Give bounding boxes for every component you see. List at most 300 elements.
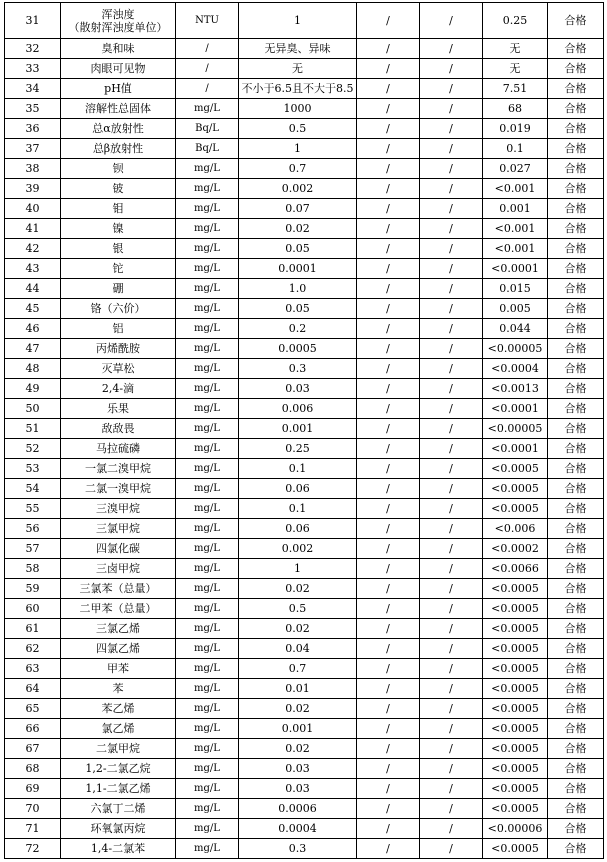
row-number: 32 (5, 39, 61, 59)
test-result: 0.25 (483, 3, 548, 39)
row-number: 63 (5, 659, 61, 679)
table-row (5, 339, 604, 359)
unit-cell: mg/L (176, 379, 239, 399)
limit-value: 0.06 (239, 519, 357, 539)
extra-cell-1: / (357, 819, 420, 839)
indicator-name: 三卤甲烷 (61, 559, 176, 579)
unit-cell: mg/L (176, 819, 239, 839)
limit-value: 0.001 (239, 719, 357, 739)
indicator-name: 苯 (61, 679, 176, 699)
test-result: <0.00005 (483, 339, 548, 359)
indicator-name: 四氯化碳 (61, 539, 176, 559)
unit-cell: mg/L (176, 599, 239, 619)
test-result: <0.0005 (483, 599, 548, 619)
row-number: 44 (5, 279, 61, 299)
row-number: 57 (5, 539, 61, 559)
extra-cell-2: / (420, 619, 483, 639)
table-row (5, 319, 604, 339)
unit-cell: mg/L (176, 359, 239, 379)
unit-cell: mg/L (176, 539, 239, 559)
row-number: 59 (5, 579, 61, 599)
test-result: <0.00006 (483, 819, 548, 839)
row-number: 49 (5, 379, 61, 399)
judgement: 合格 (548, 739, 604, 759)
judgement: 合格 (548, 539, 604, 559)
limit-value: 0.7 (239, 659, 357, 679)
judgement: 合格 (548, 779, 604, 799)
limit-value: 0.5 (239, 599, 357, 619)
indicator-name: 2,4-滴 (61, 379, 176, 399)
extra-cell-1: / (357, 99, 420, 119)
test-result: <0.0005 (483, 459, 548, 479)
table-row (5, 579, 604, 599)
row-number: 35 (5, 99, 61, 119)
judgement: 合格 (548, 179, 604, 199)
judgement: 合格 (548, 579, 604, 599)
table-row (5, 559, 604, 579)
unit-cell: mg/L (176, 199, 239, 219)
row-number: 67 (5, 739, 61, 759)
extra-cell-1: / (357, 279, 420, 299)
extra-cell-1: / (357, 499, 420, 519)
unit-cell: mg/L (176, 499, 239, 519)
table-row (5, 519, 604, 539)
judgement: 合格 (548, 699, 604, 719)
judgement: 合格 (548, 679, 604, 699)
judgement: 合格 (548, 659, 604, 679)
test-result: 0.015 (483, 279, 548, 299)
extra-cell-1: / (357, 619, 420, 639)
row-number: 54 (5, 479, 61, 499)
extra-cell-1: / (357, 199, 420, 219)
judgement: 合格 (548, 319, 604, 339)
extra-cell-2: / (420, 99, 483, 119)
table-row (5, 379, 604, 399)
unit-cell: mg/L (176, 679, 239, 699)
row-number: 58 (5, 559, 61, 579)
extra-cell-1: / (357, 259, 420, 279)
indicator-name: 浑浊度 （散射浑浊度单位） (61, 3, 176, 39)
table-row (5, 279, 604, 299)
row-number: 38 (5, 159, 61, 179)
limit-value: 1000 (239, 99, 357, 119)
table-row (5, 599, 604, 619)
extra-cell-1: / (357, 539, 420, 559)
row-number: 61 (5, 619, 61, 639)
indicator-name: 马拉硫磷 (61, 439, 176, 459)
limit-value: 0.0006 (239, 799, 357, 819)
extra-cell-2: / (420, 799, 483, 819)
limit-value: 0.25 (239, 439, 357, 459)
extra-cell-1: / (357, 179, 420, 199)
judgement: 合格 (548, 419, 604, 439)
extra-cell-2: / (420, 239, 483, 259)
unit-cell: mg/L (176, 279, 239, 299)
test-result: <0.0005 (483, 719, 548, 739)
extra-cell-1: / (357, 219, 420, 239)
extra-cell-1: / (357, 799, 420, 819)
extra-cell-1: / (357, 719, 420, 739)
limit-value: 0.1 (239, 499, 357, 519)
unit-cell: mg/L (176, 559, 239, 579)
judgement: 合格 (548, 819, 604, 839)
table-body (5, 3, 604, 859)
test-result: <0.0066 (483, 559, 548, 579)
table-row (5, 3, 604, 39)
table-row (5, 459, 604, 479)
extra-cell-2: / (420, 419, 483, 439)
limit-value: 0.002 (239, 179, 357, 199)
extra-cell-1: / (357, 639, 420, 659)
extra-cell-1: / (357, 519, 420, 539)
unit-cell: mg/L (176, 799, 239, 819)
extra-cell-1: / (357, 459, 420, 479)
judgement: 合格 (548, 119, 604, 139)
limit-value: 0.1 (239, 459, 357, 479)
extra-cell-1: / (357, 59, 420, 79)
row-number: 70 (5, 799, 61, 819)
limit-value: 1 (239, 3, 357, 39)
judgement: 合格 (548, 559, 604, 579)
extra-cell-1: / (357, 739, 420, 759)
row-number: 40 (5, 199, 61, 219)
extra-cell-2: / (420, 179, 483, 199)
unit-cell: Bq/L (176, 139, 239, 159)
unit-cell: mg/L (176, 639, 239, 659)
table-row (5, 679, 604, 699)
extra-cell-1: / (357, 339, 420, 359)
indicator-name: 总α放射性 (61, 119, 176, 139)
test-result: <0.0005 (483, 699, 548, 719)
indicator-name: 氯乙烯 (61, 719, 176, 739)
limit-value: 0.0004 (239, 819, 357, 839)
extra-cell-1: / (357, 119, 420, 139)
judgement: 合格 (548, 3, 604, 39)
row-number: 31 (5, 3, 61, 39)
table-row (5, 619, 604, 639)
row-number: 52 (5, 439, 61, 459)
table-row (5, 139, 604, 159)
test-result: 0.044 (483, 319, 548, 339)
table-row (5, 659, 604, 679)
limit-value: 0.0001 (239, 259, 357, 279)
extra-cell-1: / (357, 39, 420, 59)
limit-value: 1.0 (239, 279, 357, 299)
row-number: 41 (5, 219, 61, 239)
indicator-name: 苯乙烯 (61, 699, 176, 719)
test-result: 0.019 (483, 119, 548, 139)
extra-cell-1: / (357, 379, 420, 399)
extra-cell-2: / (420, 319, 483, 339)
judgement: 合格 (548, 139, 604, 159)
extra-cell-2: / (420, 519, 483, 539)
limit-value: 0.3 (239, 359, 357, 379)
row-number: 50 (5, 399, 61, 419)
judgement: 合格 (548, 259, 604, 279)
unit-cell: mg/L (176, 739, 239, 759)
extra-cell-1: / (357, 599, 420, 619)
table-row (5, 719, 604, 739)
table-row (5, 299, 604, 319)
limit-value: 0.02 (239, 619, 357, 639)
test-result: <0.0005 (483, 679, 548, 699)
extra-cell-1: / (357, 699, 420, 719)
test-result: <0.0005 (483, 479, 548, 499)
judgement: 合格 (548, 239, 604, 259)
row-number: 65 (5, 699, 61, 719)
judgement: 合格 (548, 599, 604, 619)
row-number: 62 (5, 639, 61, 659)
extra-cell-1: / (357, 159, 420, 179)
test-result: 0.001 (483, 199, 548, 219)
limit-value: 0.002 (239, 539, 357, 559)
table-row (5, 179, 604, 199)
test-result: <0.0001 (483, 399, 548, 419)
judgement: 合格 (548, 219, 604, 239)
test-result: <0.0005 (483, 619, 548, 639)
extra-cell-2: / (420, 259, 483, 279)
test-result: <0.0002 (483, 539, 548, 559)
row-number: 42 (5, 239, 61, 259)
indicator-name: 二氯一溴甲烷 (61, 479, 176, 499)
extra-cell-2: / (420, 759, 483, 779)
test-result: <0.00005 (483, 419, 548, 439)
test-result: 68 (483, 99, 548, 119)
indicator-name: 三氯苯（总量） (61, 579, 176, 599)
unit-cell: mg/L (176, 319, 239, 339)
row-number: 56 (5, 519, 61, 539)
judgement: 合格 (548, 459, 604, 479)
table-row (5, 359, 604, 379)
judgement: 合格 (548, 439, 604, 459)
row-number: 37 (5, 139, 61, 159)
indicator-name: 二氯甲烷 (61, 739, 176, 759)
table-row (5, 399, 604, 419)
indicator-name: 硼 (61, 279, 176, 299)
judgement: 合格 (548, 479, 604, 499)
judgement: 合格 (548, 399, 604, 419)
indicator-name: 铍 (61, 179, 176, 199)
unit-cell: mg/L (176, 839, 239, 859)
extra-cell-2: / (420, 839, 483, 859)
limit-value: 0.7 (239, 159, 357, 179)
indicator-name: 乐果 (61, 399, 176, 419)
unit-cell: mg/L (176, 479, 239, 499)
row-number: 60 (5, 599, 61, 619)
extra-cell-2: / (420, 739, 483, 759)
test-result: <0.0005 (483, 779, 548, 799)
indicator-name: 三氯甲烷 (61, 519, 176, 539)
extra-cell-2: / (420, 599, 483, 619)
indicator-name: 丙烯酰胺 (61, 339, 176, 359)
extra-cell-2: / (420, 339, 483, 359)
extra-cell-2: / (420, 679, 483, 699)
indicator-name: 银 (61, 239, 176, 259)
unit-cell: mg/L (176, 99, 239, 119)
unit-cell: mg/L (176, 439, 239, 459)
indicator-name: 1,1-二氯乙烯 (61, 779, 176, 799)
indicator-name: 铬（六价） (61, 299, 176, 319)
test-result: <0.0004 (483, 359, 548, 379)
row-number: 51 (5, 419, 61, 439)
table-row (5, 799, 604, 819)
limit-value: 1 (239, 559, 357, 579)
table-row (5, 439, 604, 459)
test-result: <0.001 (483, 239, 548, 259)
test-result: <0.0005 (483, 759, 548, 779)
judgement: 合格 (548, 99, 604, 119)
unit-cell: mg/L (176, 239, 239, 259)
limit-value: 0.02 (239, 699, 357, 719)
unit-cell: mg/L (176, 339, 239, 359)
unit-cell: NTU (176, 3, 239, 39)
extra-cell-2: / (420, 659, 483, 679)
judgement: 合格 (548, 839, 604, 859)
test-result: 0.1 (483, 139, 548, 159)
limit-value: 0.02 (239, 739, 357, 759)
extra-cell-2: / (420, 719, 483, 739)
row-number: 45 (5, 299, 61, 319)
extra-cell-2: / (420, 479, 483, 499)
extra-cell-1: / (357, 559, 420, 579)
extra-cell-2: / (420, 499, 483, 519)
extra-cell-2: / (420, 3, 483, 39)
extra-cell-2: / (420, 119, 483, 139)
extra-cell-2: / (420, 39, 483, 59)
row-number: 64 (5, 679, 61, 699)
table-row (5, 499, 604, 519)
table-row (5, 419, 604, 439)
indicator-name: 三氯乙烯 (61, 619, 176, 639)
row-number: 33 (5, 59, 61, 79)
limit-value: 0.001 (239, 419, 357, 439)
judgement: 合格 (548, 639, 604, 659)
test-result: 0.027 (483, 159, 548, 179)
indicator-name: 镍 (61, 219, 176, 239)
extra-cell-1: / (357, 3, 420, 39)
judgement: 合格 (548, 339, 604, 359)
judgement: 合格 (548, 279, 604, 299)
judgement: 合格 (548, 299, 604, 319)
extra-cell-1: / (357, 419, 420, 439)
table-row (5, 739, 604, 759)
table-row (5, 759, 604, 779)
row-number: 71 (5, 819, 61, 839)
indicator-name: 钼 (61, 199, 176, 219)
limit-value: 0.0005 (239, 339, 357, 359)
extra-cell-2: / (420, 279, 483, 299)
unit-cell: mg/L (176, 419, 239, 439)
extra-cell-2: / (420, 139, 483, 159)
indicator-name: 1,4-二氯苯 (61, 839, 176, 859)
test-result: <0.0005 (483, 639, 548, 659)
row-number: 46 (5, 319, 61, 339)
table-row (5, 639, 604, 659)
table-row (5, 699, 604, 719)
table-row (5, 159, 604, 179)
judgement: 合格 (548, 79, 604, 99)
limit-value: 无 (239, 59, 357, 79)
row-number: 55 (5, 499, 61, 519)
table-row (5, 119, 604, 139)
limit-value: 0.04 (239, 639, 357, 659)
extra-cell-2: / (420, 639, 483, 659)
table-row (5, 39, 604, 59)
test-result: <0.0005 (483, 739, 548, 759)
table-row (5, 259, 604, 279)
test-result: <0.001 (483, 219, 548, 239)
judgement: 合格 (548, 379, 604, 399)
unit-cell: mg/L (176, 579, 239, 599)
indicator-name: 甲苯 (61, 659, 176, 679)
limit-value: 0.2 (239, 319, 357, 339)
row-number: 66 (5, 719, 61, 739)
limit-value: 0.05 (239, 299, 357, 319)
unit-cell: mg/L (176, 459, 239, 479)
extra-cell-2: / (420, 399, 483, 419)
table-row (5, 79, 604, 99)
extra-cell-1: / (357, 399, 420, 419)
extra-cell-1: / (357, 139, 420, 159)
limit-value: 0.02 (239, 579, 357, 599)
limit-value: 0.03 (239, 779, 357, 799)
extra-cell-2: / (420, 779, 483, 799)
extra-cell-2: / (420, 559, 483, 579)
extra-cell-1: / (357, 679, 420, 699)
unit-cell: mg/L (176, 759, 239, 779)
extra-cell-2: / (420, 579, 483, 599)
indicator-name: 铊 (61, 259, 176, 279)
row-number: 47 (5, 339, 61, 359)
limit-value: 0.03 (239, 379, 357, 399)
table-row (5, 239, 604, 259)
unit-cell: Bq/L (176, 119, 239, 139)
limit-value: 不小于6.5且不大于8.5 (239, 79, 357, 99)
indicator-name: 六氯丁二烯 (61, 799, 176, 819)
indicator-name: 一氯二溴甲烷 (61, 459, 176, 479)
test-result: <0.0005 (483, 799, 548, 819)
indicator-name: pH值 (61, 79, 176, 99)
extra-cell-1: / (357, 79, 420, 99)
unit-cell: mg/L (176, 399, 239, 419)
extra-cell-1: / (357, 439, 420, 459)
test-result: <0.0005 (483, 839, 548, 859)
unit-cell: mg/L (176, 159, 239, 179)
test-result: <0.006 (483, 519, 548, 539)
judgement: 合格 (548, 359, 604, 379)
extra-cell-1: / (357, 659, 420, 679)
judgement: 合格 (548, 759, 604, 779)
indicator-name: 1,2-二氯乙烷 (61, 759, 176, 779)
indicator-name: 环氧氯丙烷 (61, 819, 176, 839)
extra-cell-2: / (420, 819, 483, 839)
judgement: 合格 (548, 59, 604, 79)
extra-cell-2: / (420, 59, 483, 79)
indicator-name: 肉眼可见物 (61, 59, 176, 79)
table-row (5, 199, 604, 219)
indicator-name: 灭草松 (61, 359, 176, 379)
test-result: <0.0005 (483, 659, 548, 679)
extra-cell-1: / (357, 759, 420, 779)
unit-cell: mg/L (176, 519, 239, 539)
indicator-name: 四氯乙烯 (61, 639, 176, 659)
test-result: <0.001 (483, 179, 548, 199)
limit-value: 0.06 (239, 479, 357, 499)
row-number: 43 (5, 259, 61, 279)
unit-cell: mg/L (176, 299, 239, 319)
judgement: 合格 (548, 39, 604, 59)
limit-value: 0.03 (239, 759, 357, 779)
